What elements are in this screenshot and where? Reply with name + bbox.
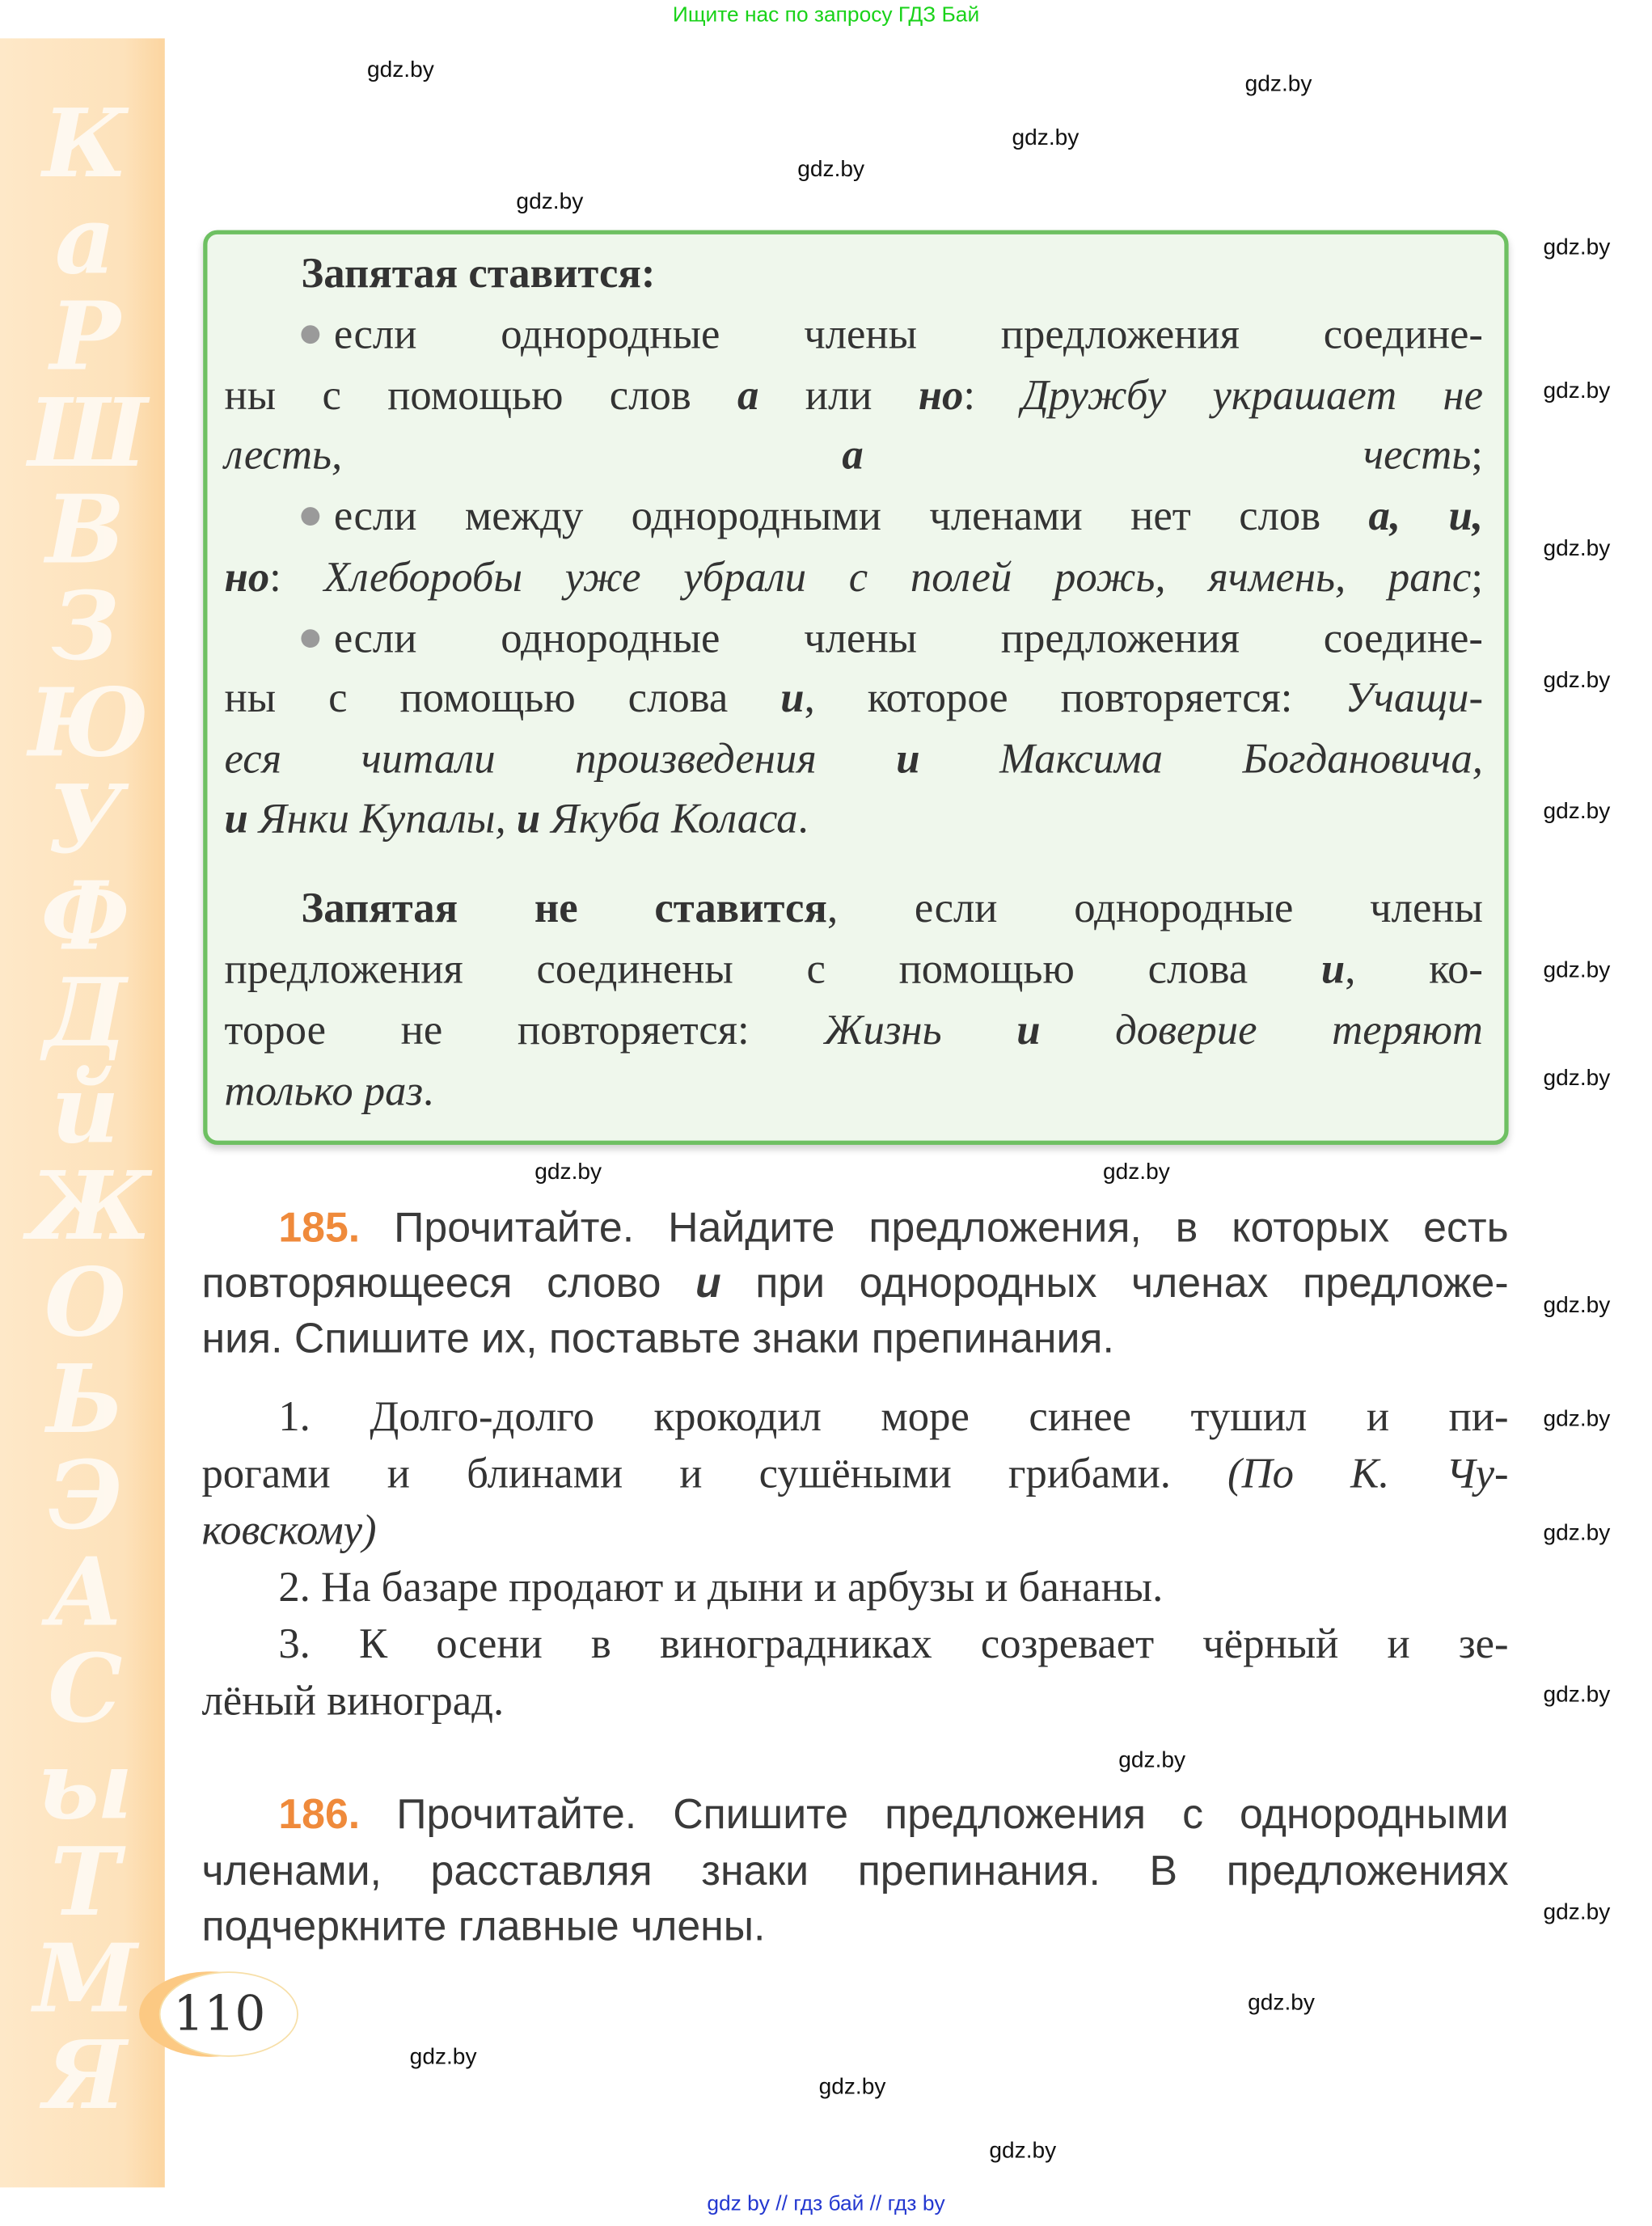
text-segment: ; — [1471, 432, 1483, 479]
exercise-185-sentence — [201, 1678, 1508, 1727]
text-segment: , ко- — [1345, 945, 1483, 993]
bullet-icon — [301, 629, 319, 648]
exercise-number: 186. — [278, 1791, 361, 1839]
rule-line — [225, 736, 1483, 785]
text-segment: рогами и блинами и сушёными грибами. — [201, 1450, 1228, 1497]
text-segment: а — [737, 372, 759, 420]
text-segment: если между однородными членами нет слов — [333, 492, 1369, 540]
watermark: gdz.by — [516, 190, 584, 215]
watermark: gdz.by — [1012, 126, 1080, 151]
text-segment: если однородные члены предложения соедине- — [333, 310, 1483, 358]
text-segment: , если однородные члены — [826, 885, 1483, 932]
text-segment: повторяющееся слово — [201, 1260, 695, 1307]
text-segment: только раз — [224, 1068, 424, 1116]
watermark: gdz.by — [1543, 379, 1611, 403]
text-segment: 1. Долго-долго крокодил море синее тушил и пи- — [278, 1393, 1509, 1441]
watermark: gdz.by — [797, 157, 865, 182]
text-segment: . — [797, 795, 809, 843]
text-segment: Дружбу украшает не — [1021, 372, 1483, 420]
rule-line — [301, 615, 1483, 665]
decorative-letters: КаРШВЗЮУФДйЖОЬЭАСыТМЯ — [28, 87, 152, 2131]
text-segment: лёный виноград. — [201, 1677, 505, 1725]
text-segment: Запятая не ставится — [301, 885, 827, 932]
rule-line — [225, 372, 1483, 421]
watermark: gdz.by — [1543, 1683, 1611, 1708]
watermark: gdz.by — [1543, 537, 1611, 561]
text-segment: 2. На базаре продают и дыни и арбузы и бананы. — [278, 1564, 1164, 1611]
bottom-banner[interactable]: gdz by // гдз бай // гдз by — [707, 2191, 945, 2216]
rule-line — [225, 1007, 1483, 1057]
rule-line — [225, 946, 1483, 995]
rule-line — [225, 674, 1483, 724]
text-segment: еся читали произведения — [224, 735, 897, 783]
watermark: gdz.by — [409, 2045, 477, 2070]
watermark: gdz.by — [1102, 1160, 1170, 1185]
text-segment: ; — [1471, 554, 1483, 602]
bullet-icon — [301, 507, 319, 526]
watermark: gdz.by — [1543, 1294, 1611, 1319]
watermark: gdz.by — [1543, 1900, 1611, 1925]
text-segment: но — [918, 372, 964, 420]
text-segment: и — [516, 795, 541, 843]
exercise-186-line — [201, 1848, 1508, 1896]
watermark: gdz.by — [1248, 1991, 1315, 2016]
watermark: gdz.by — [1543, 1067, 1611, 1092]
exercise-185-sentence — [278, 1620, 1508, 1670]
text-segment: членами, расставляя знаки препинания. В предложениях — [201, 1847, 1509, 1894]
text-segment: или — [758, 372, 919, 420]
page-number-badge — [139, 1971, 298, 2056]
text-segment: при однородных членах предложе- — [720, 1260, 1509, 1307]
exercise-number: 185. — [278, 1204, 361, 1252]
text-segment: если однородные члены предложения соедине- — [333, 615, 1483, 662]
top-banner[interactable]: Ищите нас по запросу ГДЗ Бай — [672, 2, 980, 27]
rule-line — [301, 885, 1483, 934]
rule-line — [225, 796, 1483, 845]
text-segment: а — [842, 432, 864, 479]
exercise-185-sentence — [201, 1507, 1508, 1557]
exercise-185-sentence — [201, 1451, 1508, 1500]
watermark: gdz.by — [818, 2075, 886, 2100]
exercise-185-line — [201, 1316, 1508, 1364]
text-segment: предложения соединены с помощью слова — [224, 945, 1321, 993]
text-segment: но — [224, 554, 270, 602]
watermark: gdz.by — [1543, 800, 1611, 824]
watermark: gdz.by — [1543, 235, 1611, 260]
text-segment: лесть, — [224, 432, 843, 479]
text-segment: Хлеборобы уже убрали с полей рожь, ячмень, рапс — [323, 554, 1472, 602]
text-segment: а, и, — [1368, 492, 1483, 540]
text-segment: , которое повторяется: — [804, 674, 1346, 722]
text-segment: и — [224, 795, 248, 843]
text-segment: Прочитайте. Спишите предложения с однородными — [360, 1791, 1509, 1839]
text-segment: . — [423, 1068, 434, 1116]
rule-line — [301, 250, 1483, 299]
text-segment: Учащи- — [1345, 674, 1484, 722]
text-segment: ны с помощью слова — [224, 674, 781, 722]
text-segment: Запятая ставится: — [301, 250, 656, 298]
text-segment: Якуба Коласа — [540, 795, 798, 843]
text-segment: доверие теряют — [1040, 1007, 1483, 1054]
watermark: gdz.by — [1543, 958, 1611, 983]
alphabet-side-strip — [0, 38, 165, 2187]
watermark: gdz.by — [1543, 1407, 1611, 1432]
text-segment: (По К. Чу- — [1227, 1450, 1509, 1497]
bullet-icon — [301, 325, 319, 344]
page-number: 110 — [173, 1985, 266, 2043]
exercise-185-sentence — [278, 1564, 1508, 1613]
watermark: gdz.by — [989, 2139, 1057, 2164]
text-segment: и — [896, 735, 920, 783]
watermark: gdz.by — [1543, 1521, 1611, 1546]
watermark: gdz.by — [1118, 1748, 1186, 1773]
text-segment: и — [780, 674, 805, 722]
text-segment: : — [269, 554, 324, 602]
rule-line — [225, 432, 1483, 481]
text-segment: Жизнь — [824, 1007, 1017, 1054]
text-segment: 3. К осени в виноградниках созревает чёрный и зе- — [278, 1620, 1509, 1668]
rule-line — [301, 493, 1483, 543]
text-segment: и — [1320, 945, 1346, 993]
text-segment: ковскому) — [201, 1506, 377, 1554]
text-segment: Янки Купалы, — [247, 795, 517, 843]
text-segment: и — [1016, 1007, 1041, 1054]
exercise-186-line — [278, 1791, 1508, 1840]
rule-line — [225, 1068, 1483, 1117]
text-segment: подчеркните главные члены. — [201, 1903, 766, 1950]
exercise-186-line — [201, 1903, 1508, 1952]
text-segment: честь — [863, 432, 1472, 479]
text-segment: торое не повторяется: — [224, 1007, 825, 1054]
exercise-185-line — [201, 1260, 1508, 1308]
watermark: gdz.by — [1244, 72, 1312, 97]
watermark: gdz.by — [534, 1160, 602, 1185]
text-segment: ны с помощью слов — [224, 372, 738, 420]
rule-line — [301, 311, 1483, 361]
exercise-185-sentence — [278, 1393, 1508, 1442]
text-segment: Максима Богдановича, — [919, 735, 1483, 783]
exercise-185-line — [278, 1205, 1508, 1253]
watermark: gdz.by — [1543, 669, 1611, 694]
rule-line — [225, 554, 1483, 603]
text-segment: и — [695, 1260, 721, 1307]
watermark: gdz.by — [366, 58, 434, 82]
text-segment: ния. Спишите их, поставьте знаки препинания. — [201, 1315, 1114, 1362]
text-segment: : — [963, 372, 1022, 420]
text-segment: Прочитайте. Найдите предложения, в которых есть — [360, 1204, 1509, 1252]
